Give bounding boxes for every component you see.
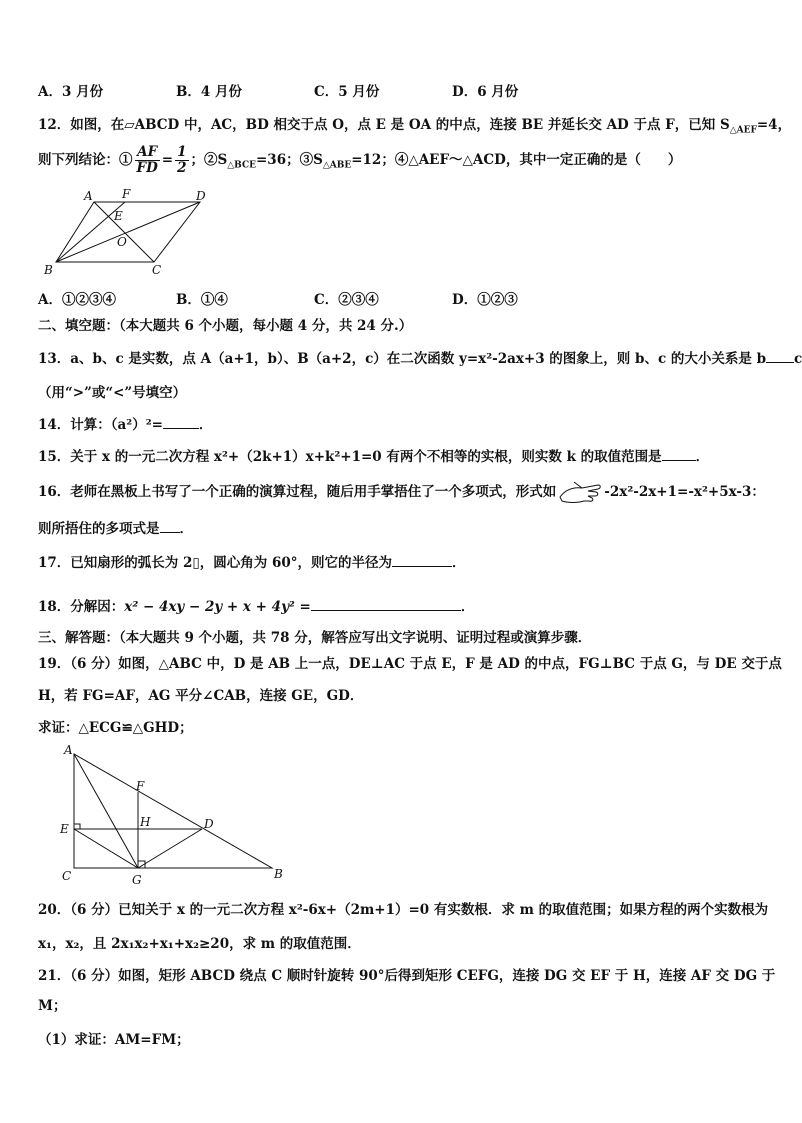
label-f: F (136, 779, 145, 793)
right-angle-mark-e (74, 824, 80, 829)
q18-line: 18．分解因：x² − 4xy − 2y + x + 4y² = ． (38, 596, 474, 617)
label-o: O (117, 235, 127, 249)
q11-option-b: B．4 月份 (176, 84, 243, 100)
label-c: C (152, 263, 162, 277)
q15-answer-blank[interactable] (662, 446, 696, 461)
q16-answer-blank[interactable] (160, 518, 180, 533)
q20-line1: 20．（6 分）已知关于 x 的一元二次方程 x²-6x+（2m+1）=0 有实数根．求 m 的取值范围；如果方程的两个实数根为 (38, 902, 769, 918)
q21-line3: （1）求证：AM=FM； (38, 1032, 190, 1048)
q21-line2: M； (38, 998, 67, 1014)
diagonal-bd (56, 202, 200, 262)
q12-option-d: D．①②③ (452, 292, 518, 308)
q19-triangle-figure (56, 744, 296, 890)
q12-line2: 则下列结论：① $\frac{AF}{FD}$ = $\frac{1}{2}$ ；$②S_{\triangle BCE}=36$；$③S_{\triangle ABE}=12$；④△AEF～△ACD，其中一定正确的是（ ） (38, 144, 682, 176)
q12-line1: 12．如图，在▱ABCD 中，AC，BD 相交于点 O，点 E 是 OA 的中点，连接 BE 并延长交 AD 于点 F，已知 $S_{\triangle AEF}=4$， (38, 117, 792, 136)
label-f: F (122, 187, 131, 201)
q14-line: 14．计算：（a²）²= ． (38, 414, 212, 435)
q13-line2: （用“>”或“<”号填空） (38, 385, 187, 401)
q19-line2: H，若 FG=AF，AG 平分∠CAB，连接 GE，GD． (38, 688, 364, 704)
label-g: G (132, 873, 142, 887)
label-b: B (274, 867, 283, 881)
q12-parallelogram-figure (40, 186, 220, 278)
segment-ag (74, 754, 138, 868)
q12-option-c: C．②③④ (314, 292, 379, 308)
label-e: E (60, 822, 69, 836)
q19-line3: 求证：△ECG≌△GHD； (38, 720, 193, 736)
fraction-one-half: $\frac{1}{2}$ (177, 144, 187, 176)
q12-option-b: B．①④ (176, 292, 228, 308)
segment-gd (138, 829, 202, 868)
q17-answer-blank[interactable] (392, 552, 452, 567)
q20-line2: x₁，x₂，且 2x₁x₂+x₁+x₂≥20，求 m 的取值范围． (38, 936, 361, 952)
label-a: A (64, 743, 73, 757)
fraction-af-fd: $\frac{AF}{FD}$ (136, 144, 158, 176)
q11-option-a: A．3 月份 (38, 84, 104, 100)
q11-option-c: C．5 月份 (314, 84, 380, 100)
q13-line1: 13．a、b、c 是实数，点 A（a+1，b）、B（a+2，c）在二次函数 y=x²-2ax+3 的图象上，则 b、c 的大小关系是 b c (38, 348, 802, 369)
label-d: D (204, 817, 214, 831)
q19-line1: 19．（6 分）如图，△ABC 中，D 是 AB 上一点，DE⊥AC 于点 E，F 是 AD 的中点，FG⊥BC 于点 G，与 DE 交于点 (38, 656, 782, 672)
section-2-heading: 二、填空题：（本大题共 6 个小题，每小题 4 分，共 24 分.） (38, 318, 413, 334)
segment-eg (74, 829, 138, 868)
q12-option-a: A．①②③④ (38, 292, 116, 308)
q13-answer-blank[interactable] (766, 348, 794, 363)
label-d: D (196, 189, 206, 203)
section-3-heading: 三、解答题：（本大题共 9 个小题，共 78 分，解答应写出文字说明、证明过程或演算步骤． (38, 630, 592, 646)
q18-answer-blank[interactable] (311, 596, 461, 611)
q11-option-d: D．6 月份 (452, 84, 519, 100)
q16-line1: 16．老师在黑板上书写了一个正确的演算过程，随后用手掌捂住了一个多项式，形式如 -2x²-2x+1=-x²+5x-3： (38, 478, 765, 507)
q16-line2: 则所捂住的多项式是 ． (38, 518, 193, 539)
q15-line: 15．关于 x 的一元二次方程 x²+（2k+1）x+k²+1=0 有两个不相等的实根，则实数 k 的取值范围是 ． (38, 446, 709, 467)
q14-answer-blank[interactable] (163, 414, 199, 429)
label-c: C (62, 869, 72, 883)
triangle-abc (74, 754, 272, 868)
q17-line: 17．已知扇形的弧长为 2▯，圆心角为 60°，则它的半径为 ． (38, 552, 466, 573)
label-e: E (114, 209, 123, 223)
label-a: A (84, 189, 93, 203)
q21-line1: 21．（6 分）如图，矩形 ABCD 绕点 C 顺时针旋转 90°后得到矩形 CEFG，连接 DG 交 EF 于 H，连接 AF 交 DG 于 (38, 968, 776, 984)
label-b: B (44, 263, 53, 277)
diagonal-ac (94, 202, 154, 262)
hand-icon (558, 479, 602, 507)
label-h: H (140, 815, 151, 829)
